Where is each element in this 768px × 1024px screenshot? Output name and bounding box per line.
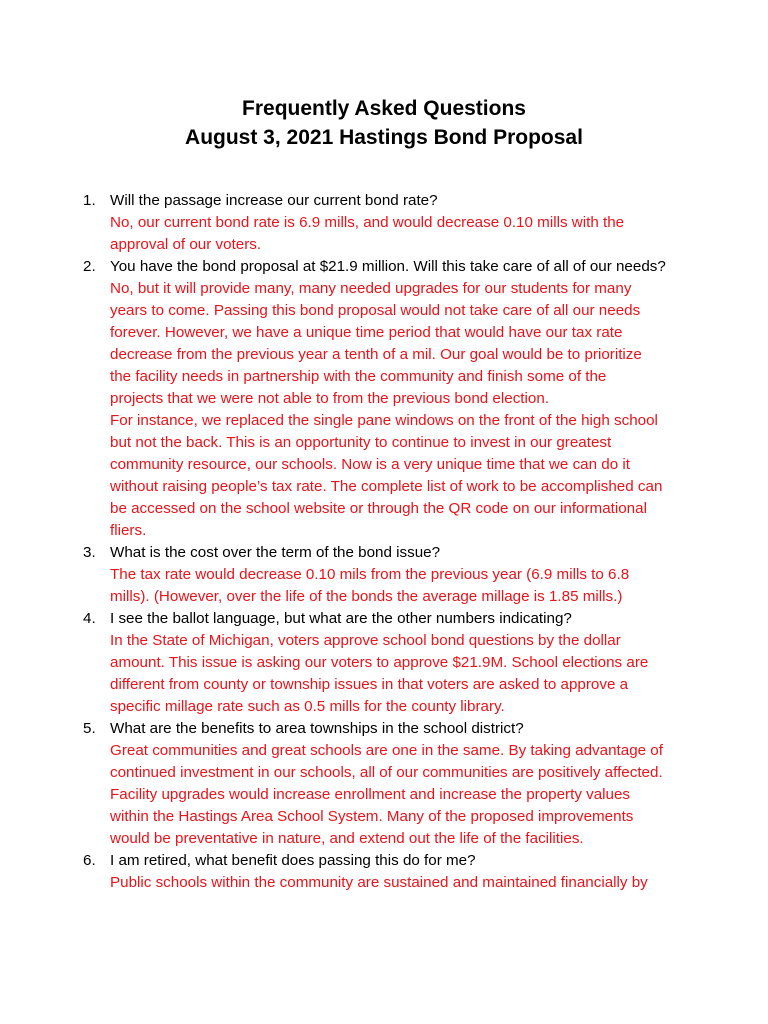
faq-answer: [110, 740, 710, 850]
faq-answer-line: the facility needs in partnership with the community and finish some of the: [110, 368, 607, 385]
faq-question-text: I see the ballot language, but what are the other numbers indicating?: [110, 610, 572, 627]
faq-question: [83, 608, 723, 630]
faq-question: [83, 718, 723, 740]
page-title: Frequently Asked Questions: [242, 97, 526, 120]
faq-item: [83, 718, 723, 850]
faq-number: 3.: [83, 544, 96, 561]
faq-answer-line: projects that we were not able to from the previous bond election.: [110, 390, 549, 407]
faq-number: 6.: [83, 852, 96, 869]
faq-number: 4.: [83, 610, 96, 627]
faq-answer-line: forever. However, we have a unique time period that would have our tax rate: [110, 324, 623, 341]
faq-answer: [110, 630, 710, 718]
faq-answer-line: different from county or township issues in that voters are asked to approve a: [110, 676, 629, 693]
faq-answer-line: community resource, our schools. Now is a very unique time that we can do it: [110, 456, 630, 473]
faq-answer-line: mills). (However, over the life of the bonds the average millage is 1.85 mills.): [110, 588, 623, 605]
faq-question-text: What is the cost over the term of the bond issue?: [110, 544, 441, 561]
faq-question: [83, 542, 723, 564]
faq-item: [83, 190, 723, 256]
faq-list: [83, 190, 723, 894]
faq-question: [83, 190, 723, 212]
faq-answer-line: years to come. Passing this bond proposal would not take care of all our needs: [110, 302, 641, 319]
faq-answer-line: No, but it will provide many, many needed upgrades for our students for many: [110, 280, 632, 297]
faq-answer-line: Public schools within the community are sustained and maintained financially by: [110, 874, 648, 891]
faq-answer-line: but not the back. This is an opportunity to continue to invest in our greatest: [110, 434, 612, 451]
faq-number: 5.: [83, 720, 96, 737]
faq-question-text: What are the benefits to area townships in the school district?: [110, 720, 524, 737]
faq-answer-line: The tax rate would decrease 0.10 mils from the previous year (6.9 mills to 6.8: [110, 566, 630, 583]
faq-item: [83, 608, 723, 718]
faq-answer-line: within the Hastings Area School System. Many of the proposed improvements: [110, 808, 634, 825]
faq-item: [83, 542, 723, 608]
faq-answer: [110, 872, 710, 894]
faq-question-text: You have the bond proposal at $21.9 million. Will this take care of all of our needs?: [110, 258, 666, 275]
faq-item: [83, 256, 723, 542]
faq-answer-line: amount. This issue is asking our voters to approve $21.9M. School elections are: [110, 654, 649, 671]
faq-question-text: I am retired, what benefit does passing this do for me?: [110, 852, 476, 869]
faq-number: 2.: [83, 258, 96, 275]
faq-answer-line: specific millage rate such as 0.5 mills for the county library.: [110, 698, 505, 715]
faq-answer-line: approval of our voters.: [110, 236, 262, 253]
faq-item: [83, 850, 723, 894]
faq-number: 1.: [83, 192, 96, 209]
faq-question-text: Will the passage increase our current bond rate?: [110, 192, 438, 209]
faq-answer-line: fliers.: [110, 522, 147, 539]
faq-answer-line: For instance, we replaced the single pane windows on the front of the high school: [110, 412, 658, 429]
faq-answer-line: No, our current bond rate is 6.9 mills, and would decrease 0.10 mills with the: [110, 214, 625, 231]
faq-answer-line: without raising people’s tax rate. The complete list of work to be accomplished can: [110, 478, 663, 495]
faq-answer: [110, 564, 710, 608]
faq-answer-line: Great communities and great schools are one in the same. By taking advantage of: [110, 742, 663, 759]
faq-answer-line: would be preventative in nature, and extend out the life of the facilities.: [110, 830, 584, 847]
faq-answer: [110, 278, 710, 542]
faq-answer-line: continued investment in our schools, all of our communities are positively affected.: [110, 764, 663, 781]
faq-answer-line: be accessed on the school website or through the QR code on our informational: [110, 500, 647, 517]
faq-question: [83, 256, 723, 278]
faq-answer-line: In the State of Michigan, voters approve school bond questions by the dollar: [110, 632, 621, 649]
title-block: [0, 94, 768, 152]
faq-answer-line: decrease from the previous year a tenth of a mil. Our goal would be to prioritize: [110, 346, 642, 363]
page-subtitle: August 3, 2021 Hastings Bond Proposal: [185, 126, 583, 149]
faq-question: [83, 850, 723, 872]
faq-answer: [110, 212, 710, 256]
faq-answer-line: Facility upgrades would increase enrollment and increase the property values: [110, 786, 631, 803]
